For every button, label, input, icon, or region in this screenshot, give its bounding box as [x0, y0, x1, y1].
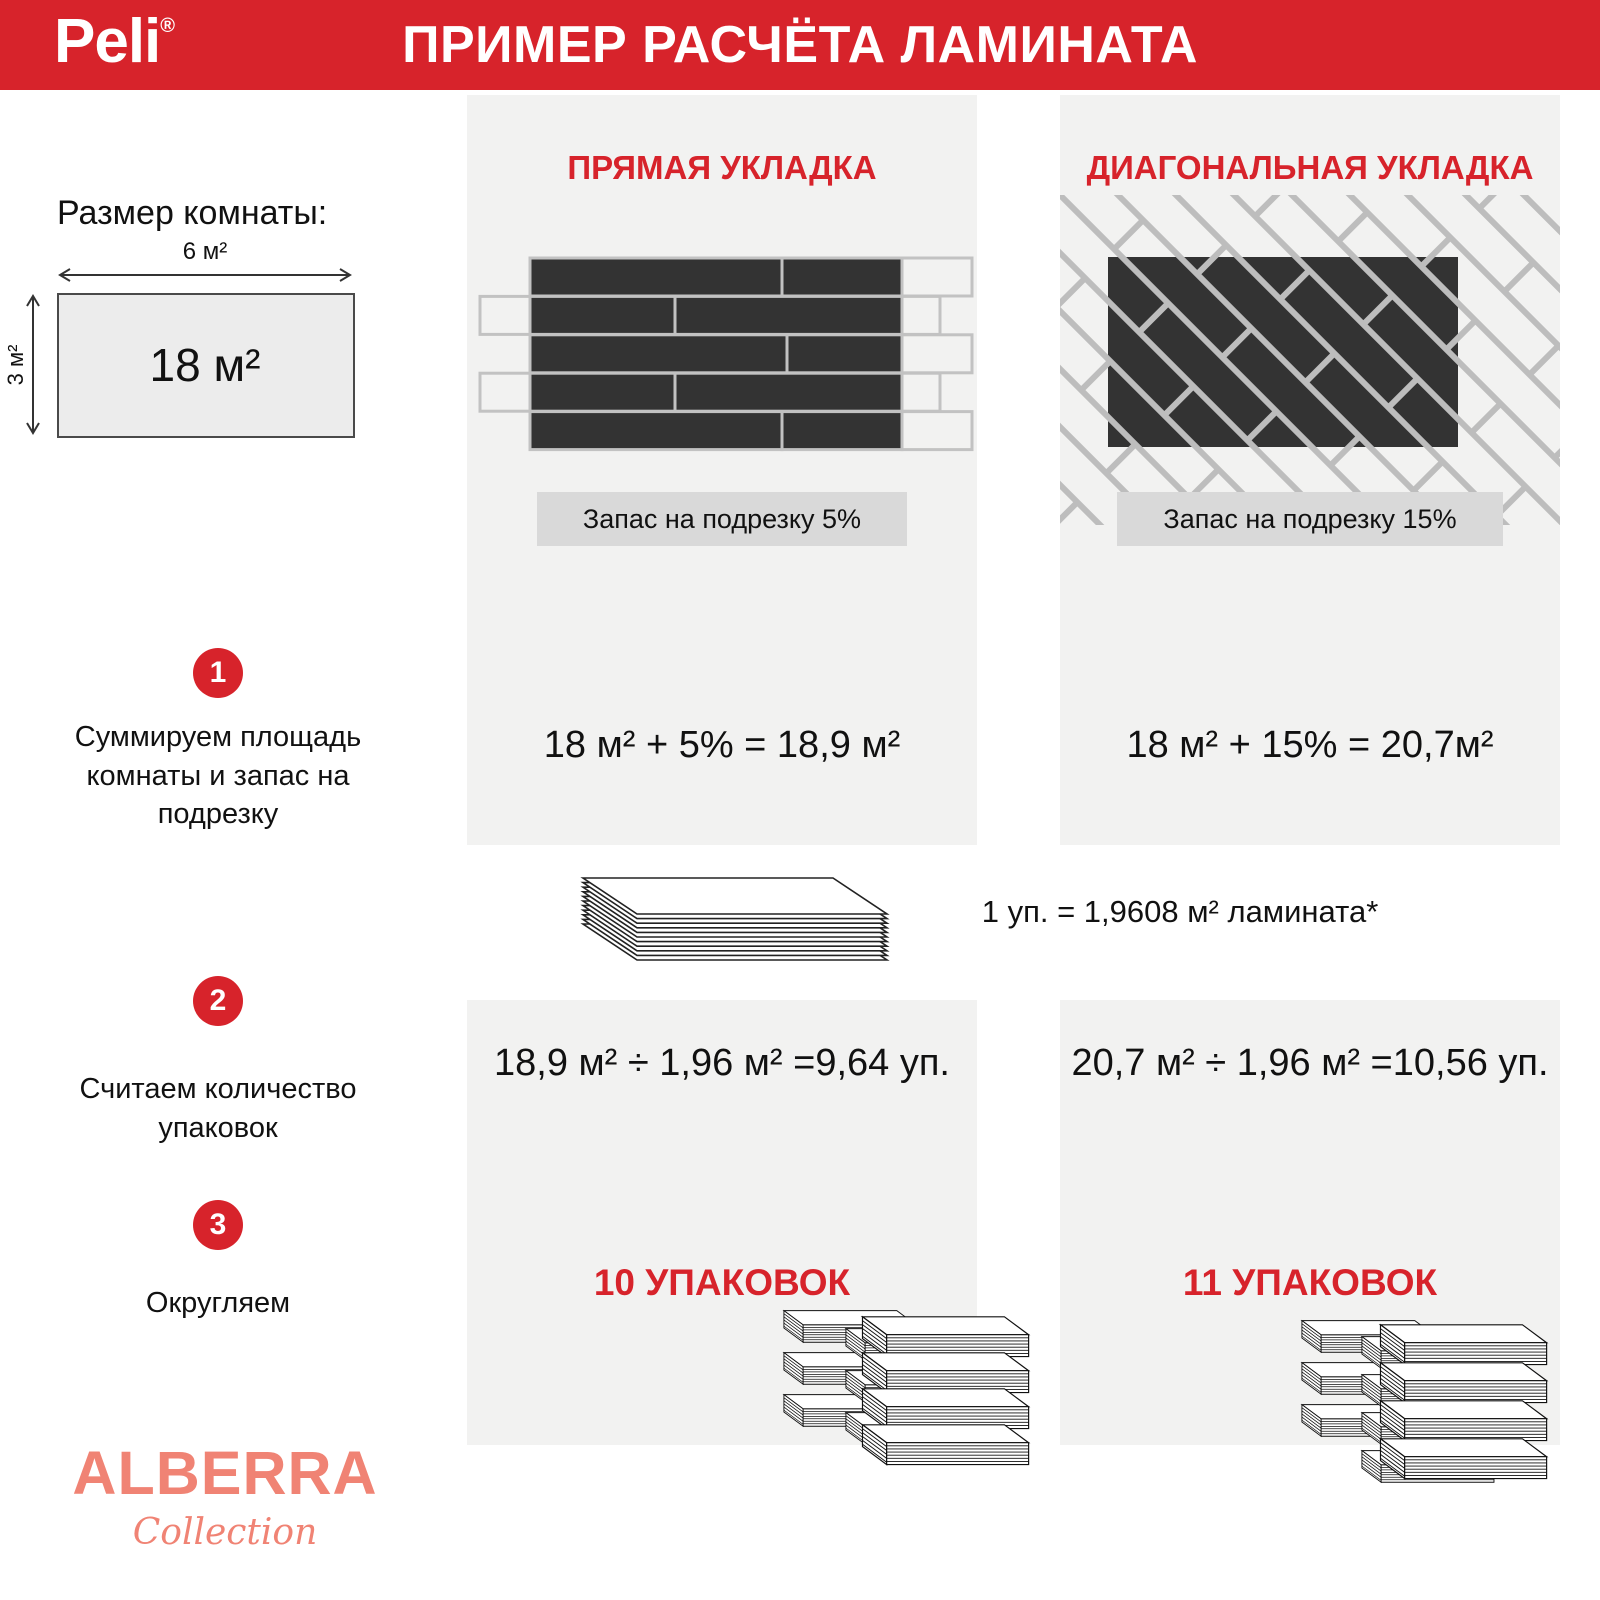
step-2-label: Считаем количество упаковок: [79, 1073, 357, 1144]
packages-illustration-straight: [772, 1308, 1032, 1470]
diagonal-layout-heading: ДИАГОНАЛЬНАЯ УКЛАДКА: [1086, 149, 1534, 186]
step-1-badge: [193, 648, 243, 698]
result-straight: 10 УПАКОВОК: [593, 1262, 851, 1303]
brand-logo: [60, 1438, 390, 1553]
allowance-badge-straight: Запас на подрезку 5%: [537, 492, 907, 546]
division-formula-diagonal: 20,7 м² ÷ 1,96 м² =10,56 уп.: [1071, 1042, 1549, 1084]
pack-info-text: 1 уп. = 1,9608 м² ламината*: [981, 894, 1379, 929]
straight-layout-heading: ПРЯМАЯ УКЛАДКА: [567, 149, 877, 186]
step-1-label: Суммируем площадь комнаты и запас на подрезку: [74, 721, 362, 831]
room-height-label: 3 м²: [3, 344, 28, 386]
diagonal-laying-illustration: [1060, 195, 1560, 525]
sum-formula-straight: 18 м² + 5% = 18,9 м²: [543, 724, 901, 766]
laminate-pack-stack-icon: [565, 876, 905, 968]
step-3-number: 3: [209, 1208, 227, 1241]
step-2-badge: [193, 976, 243, 1026]
registered-mark: ®: [160, 15, 175, 37]
brand-collection-label: Collection: [132, 1512, 318, 1553]
height-arrow-icon: [26, 293, 40, 436]
page-title: ПРИМЕР РАСЧЁТА ЛАМИНАТА: [402, 16, 1198, 74]
straight-laying-illustration: [467, 250, 977, 462]
packages-illustration-diagonal: [1292, 1318, 1552, 1488]
room-size-label: Размер комнаты:: [57, 194, 328, 232]
step-3-badge: [193, 1200, 243, 1250]
room-area-label: 18 м²: [149, 338, 261, 391]
brand-name-alberra: ALBERRA: [72, 1439, 378, 1507]
division-formula-straight: 18,9 м² ÷ 1,96 м² =9,64 уп.: [494, 1042, 950, 1084]
header-bar: [0, 0, 1600, 90]
step-3-label: Округляем: [145, 1287, 291, 1319]
step-2-number: 2: [209, 984, 227, 1017]
step-1-number: 1: [209, 656, 227, 689]
result-diagonal: 11 УПАКОВОК: [1182, 1262, 1438, 1303]
sum-formula-diagonal: 18 м² + 15% = 20,7м²: [1126, 724, 1494, 766]
allowance-badge-diagonal: Запас на подрезку 15%: [1117, 492, 1503, 546]
room-width-label: 6 м²: [182, 238, 228, 265]
peli-logo-text: Peli: [54, 7, 161, 76]
width-arrow-icon: [57, 268, 353, 282]
